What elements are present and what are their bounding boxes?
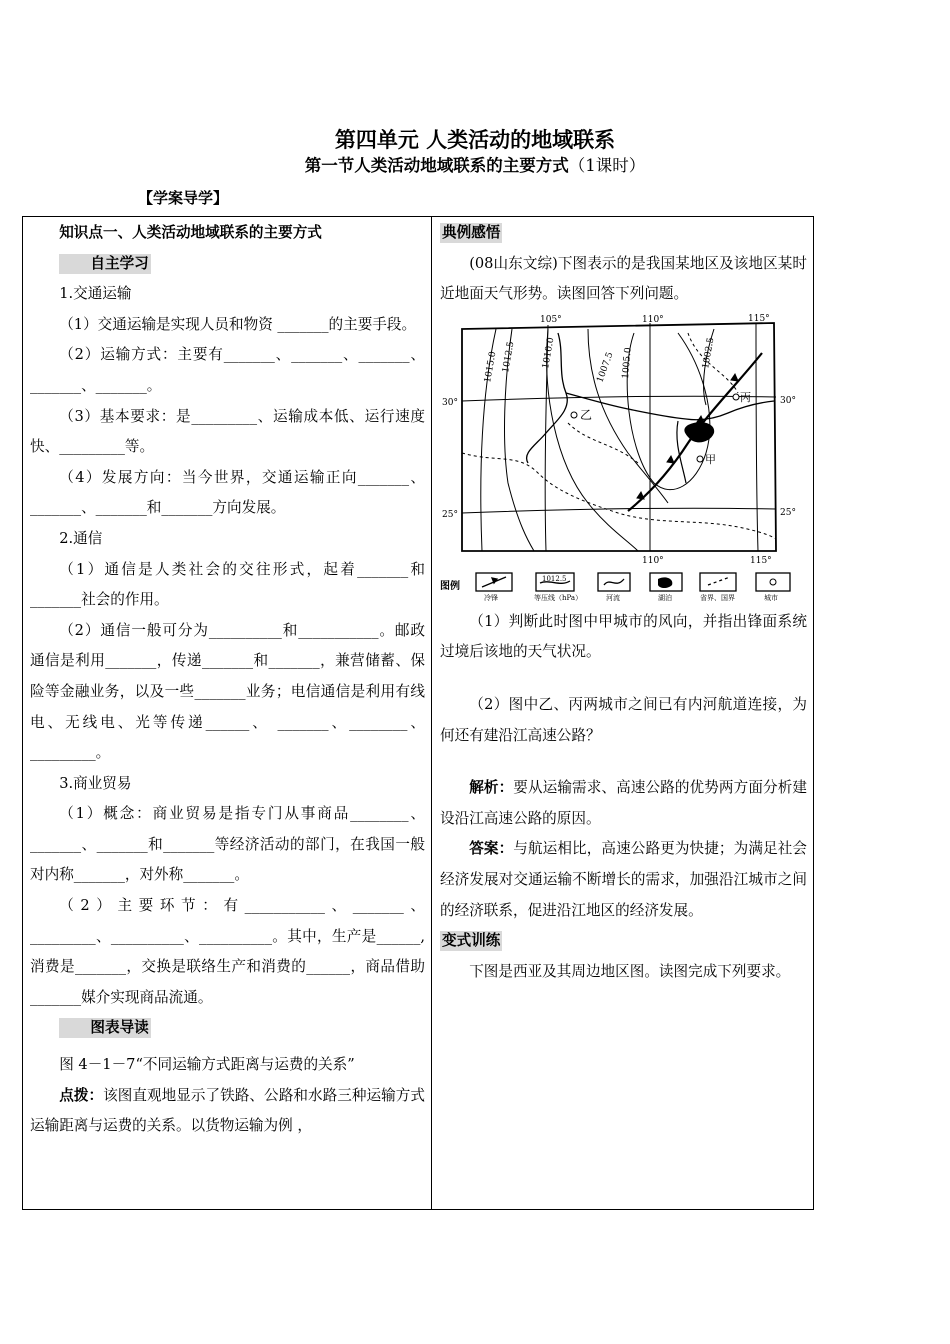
text-line: （4）发展方向：当今世界，交通运输正向_______、_______、_______和_______方向发展。 <box>30 468 425 517</box>
section-title-text: 第一节人类活动地域联系的主要方式 <box>304 156 569 175</box>
answer-paragraph <box>440 834 807 926</box>
isobar-label: 1015.0 <box>483 350 499 384</box>
left-column <box>30 218 425 1142</box>
tip-label: 点拨： <box>59 1086 104 1104</box>
variant-heading: 变式训练 <box>442 932 501 950</box>
legend-isobar-value: 1012.5 <box>542 574 567 583</box>
text-line: （2）运输方式：主要有_______、_______、_______、_______、_______。 <box>30 346 425 394</box>
legend-label: 等压线（hPa） <box>534 593 583 602</box>
text-line: （2）通信一般可分为__________和___________。邮政通信是利用_______，传递_______和_______，兼营储蓄、保险等金融业务，以及一些_______业务；电信通信是利用有线电、无线电、光等传递______、 _______、________、_________。 <box>30 621 425 762</box>
unit-title: 第四单元 人类活动的地域联系 <box>334 127 616 152</box>
isobar-label: 1002.5 <box>701 336 717 370</box>
question-2: （2）图中乙、丙两城市之间已有内河航道连接，为何还有建沿江高速公路？ <box>440 695 807 744</box>
tip-paragraph <box>30 1081 425 1142</box>
isobar-label: 1007.5 <box>595 350 616 384</box>
self-study-row <box>30 249 425 280</box>
example-intro: (08山东文综)下图表示的是我国某地区及该地区某时近地面天气形势。读图回答下列问题。 <box>440 254 807 303</box>
analysis-label: 解析： <box>469 779 514 797</box>
lon-label: 110° <box>642 314 664 325</box>
text-line: （1）概念：商业贸易是指专门从事商品________、_______、_______和_______等经济活动的部门，在我国一般对内称_______，对外称_______。 <box>30 805 425 884</box>
lon-label: 105° <box>540 314 562 325</box>
variant-heading-row <box>440 926 807 957</box>
text-line: 3.商业贸易 <box>59 774 132 792</box>
tip-text: 该图直观地显示了铁路、公路和水路三种运输方式运输距离与运费的关系。以货物运输为例 ， <box>30 1086 425 1135</box>
section-hours: （1课时） <box>568 156 646 175</box>
column-divider <box>431 216 432 1210</box>
self-study-label: 自主学习 <box>59 254 151 274</box>
chart-reading-row <box>30 1013 425 1044</box>
isobar-label: 1010.0 <box>541 336 557 370</box>
answer-space <box>440 668 807 690</box>
section-title <box>0 152 950 176</box>
figure-reference: 图 4－1－7“不同运输方式距离与运费的关系” <box>59 1056 355 1074</box>
lon-label: 115° <box>750 555 772 566</box>
knowledge-point-heading: 知识点一、人类活动地域联系的主要方式 <box>59 224 322 241</box>
answer-text: 与航运相比，高速公路更为快捷；为满足社会经济发展对交通运输不断增长的需求，加强沿江城市之间的经济联系，促进沿江地区的经济发展。 <box>440 840 807 919</box>
analysis-paragraph <box>440 773 807 834</box>
isobar-label: 1005.0 <box>621 346 634 380</box>
text-line: 1.交通运输 <box>59 285 132 303</box>
legend-label: 湖泊 <box>658 593 672 602</box>
text-line: （1）交通运输是实现人员和物资 _______的主要手段。 <box>59 315 417 333</box>
example-heading-row <box>440 218 807 249</box>
legend-label: 河流 <box>606 593 620 602</box>
answer-label: 答案： <box>469 840 514 858</box>
isobar-label: 1012.5 <box>501 340 517 374</box>
chart-reading-label: 图表导读 <box>59 1018 151 1038</box>
text-line: 2.通信 <box>59 529 103 547</box>
text-line: （1）通信是人类社会的交往形式，起着_______和_______社会的作用。 <box>30 560 425 609</box>
text-line: （2）主要环节：有___________、_______、_________、__________、__________。其中，生产是______,消费是_______，交换是联络生产和消费的______，商品借助_______媒介实现商品流通。 <box>30 897 425 1006</box>
legend-label: 冷锋 <box>484 593 498 602</box>
legend-title: 图例 <box>440 580 460 592</box>
lon-label: 115° <box>748 313 770 324</box>
city-label: 乙 <box>580 407 593 422</box>
legend-label: 省界、国界 <box>700 593 735 602</box>
lat-label: 25° <box>780 507 796 518</box>
city-label: 甲 <box>705 452 716 466</box>
weather-map <box>438 313 804 603</box>
text-line: （3）基本要求：是_________、运输成本低、运行速度快、_________等。 <box>30 407 425 456</box>
lat-label: 30° <box>780 395 796 406</box>
question-1: （1）判断此时图中甲城市的风向，并指出锋面系统过境后该地的天气状况。 <box>440 612 807 661</box>
city-label: 丙 <box>740 390 751 404</box>
lon-label: 110° <box>642 555 664 566</box>
answer-space <box>440 751 807 773</box>
example-heading: 典例感悟 <box>442 224 501 241</box>
right-column <box>440 218 807 987</box>
lat-label: 30° <box>442 397 458 408</box>
guide-label: 【学案导学】 <box>138 189 229 207</box>
analysis-text: 要从运输需求、高速公路的优势两方面分析建设沿江高速公路的原因。 <box>440 779 807 827</box>
variant-text: 下图是西亚及其周边地区图。读图完成下列要求。 <box>469 962 791 980</box>
lat-label: 25° <box>442 509 458 520</box>
legend-label: 城市 <box>764 593 778 602</box>
